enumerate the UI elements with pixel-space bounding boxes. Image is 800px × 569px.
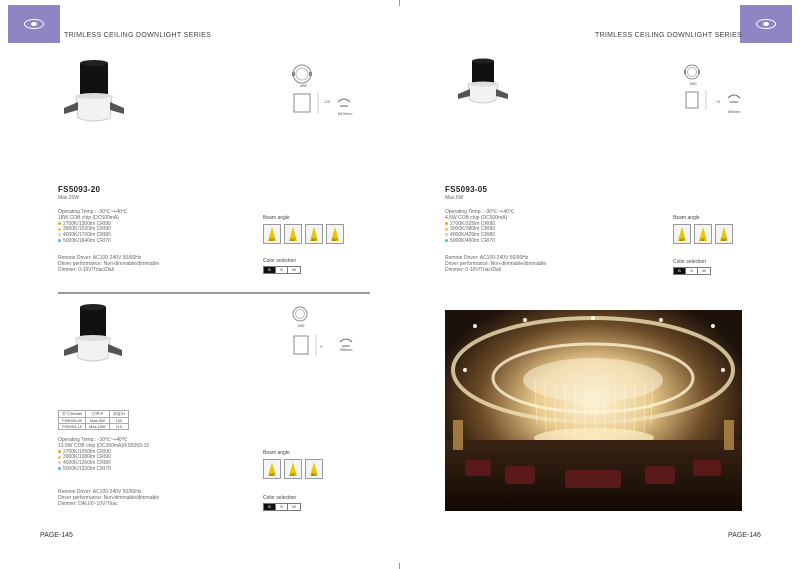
hotel-lobby-photo	[445, 310, 742, 511]
color-dot	[58, 239, 61, 242]
driver-block	[58, 490, 159, 507]
series-title-left: TRIMLESS CEILING DOWNLIGHT SERIES	[64, 32, 212, 39]
beam-angle-group	[263, 459, 323, 479]
color-temp-item: 2700K/1300lm CRI90	[58, 222, 128, 228]
color-black: B	[264, 504, 276, 510]
table-cell: Max.9W	[86, 418, 110, 424]
model-table	[58, 410, 129, 430]
color-dot	[445, 228, 448, 231]
driver-line: Remote Driver: AC100-240V 50/60Hz	[445, 255, 529, 261]
color-selection-group	[263, 503, 301, 511]
beam-angle-label: Beam angle	[263, 450, 290, 456]
color-white: W	[702, 268, 706, 273]
color-dot	[58, 233, 61, 236]
color-temp-item: 5000K/1320lm CRI70	[58, 467, 149, 473]
beam-angle-label: Beam angle	[263, 215, 290, 221]
downlight-icon	[756, 19, 776, 29]
spec-line: Operating Temp.: -30℃~+40℃	[58, 437, 128, 443]
beam-angle-option: 36°	[305, 224, 323, 244]
spine-mark-bottom	[399, 563, 400, 569]
color-dot	[58, 450, 61, 453]
driver-block	[58, 256, 159, 273]
product-image-fs5093-09-15	[60, 302, 130, 368]
color-selection-label: Color selection	[673, 259, 707, 265]
beam-angle-option: 60°	[326, 224, 344, 244]
height-dim: 75	[716, 100, 720, 104]
spec-block	[58, 210, 128, 245]
beam-angle-option: 36°	[305, 459, 323, 479]
page-number-right: PAGE-146	[728, 532, 761, 539]
beam-angle-option: 15°	[263, 224, 281, 244]
color-dot	[58, 228, 61, 231]
color-selection-label: Color selection	[263, 495, 297, 501]
page-number-left: PAGE-145	[40, 532, 73, 539]
color-temp-item: 3000K/380lm CRI90	[445, 227, 515, 233]
color-white: W	[292, 504, 296, 509]
driver-line: Dimmer: 0-10V/Triac/Dali	[58, 266, 114, 273]
section-divider	[58, 292, 370, 294]
series-title-right: TRIMLESS CEILING DOWNLIGHT SERIES	[595, 32, 743, 39]
color-temp-item: 4000K/425lm CRI80	[445, 233, 515, 239]
beam-angle-group	[673, 224, 733, 244]
color-dot	[445, 239, 448, 242]
series-tab-left	[8, 5, 60, 43]
color-temp-item: 2700K/1050lm CRI90	[58, 450, 149, 456]
spine-mark-top	[399, 0, 400, 6]
driver-block	[445, 256, 546, 273]
spec-line: 18W COB chip (DC500mA)	[58, 214, 119, 221]
table-row	[59, 418, 129, 424]
color-temp-item: 3000K/1080lm CRI90	[58, 455, 149, 461]
beam-angle-option: 15°	[673, 224, 691, 244]
driver-line: Dimmer: 0-10V/Triac/Dali	[445, 266, 501, 273]
downlight-icon	[24, 19, 44, 29]
table-cell: FS5093-09	[59, 418, 86, 424]
cut-out-dim: Ø82	[298, 324, 305, 328]
color-dot	[58, 222, 61, 225]
beam-angle-option: 36°	[715, 224, 733, 244]
spec-block	[445, 210, 515, 245]
color-selection-group	[673, 267, 711, 275]
table-header: 高度/H	[109, 411, 128, 418]
product-image-fs5093-05	[456, 56, 516, 110]
driver-line: Driver performance: Non-dimmable/dimmable	[58, 260, 160, 267]
table-header-row	[59, 411, 129, 418]
product-image-fs5093-20	[60, 58, 130, 128]
beam-angle-option: 15°	[263, 459, 281, 479]
color-dot	[445, 233, 448, 236]
driver-line: Driver performance: Non-dimmable/dimmable	[58, 494, 160, 501]
hole-dim: Ø100mm	[338, 112, 353, 116]
spec-line: Operating Temp.: -30℃~+40℃	[58, 209, 128, 215]
color-temp-item: 3000K/1520lm CRI90	[58, 227, 128, 233]
model-title: FS5093-20	[58, 185, 101, 194]
color-dot	[445, 222, 448, 225]
table-cell: FS5093-15	[59, 424, 86, 430]
table-cell: 115	[109, 424, 128, 430]
spec-line: 13.5W COB chip (DC350mA)/FS5093-15	[58, 442, 150, 449]
hole-dim: Ø60mm	[728, 110, 741, 114]
color-silver: S	[686, 268, 698, 274]
cut-out-dim: Ø95	[300, 84, 307, 88]
color-black: B	[674, 268, 686, 274]
hole-dim: Ø85mm	[340, 348, 353, 352]
color-dot	[58, 456, 61, 459]
driver-line: Remote Driver: AC100-240V 50/60Hz	[58, 489, 142, 495]
model-title: FS5093-05	[445, 185, 488, 194]
color-temp-item: 4000K/1260lm CRI80	[58, 461, 149, 467]
cut-out-dim: Ø60	[690, 82, 697, 86]
table-header: 功率/P	[86, 411, 110, 418]
table-header: 型号/Model	[59, 411, 86, 418]
color-temp-item: 5000K/460lm CRI70	[445, 239, 515, 245]
beam-angle-option: 24°	[694, 224, 712, 244]
beam-angle-group	[263, 224, 344, 244]
spec-line: Operating Temp.: -30℃~+40℃	[445, 209, 515, 215]
color-temp-item: 2700K/325lm CRI90	[445, 222, 515, 228]
color-silver: S	[276, 267, 288, 273]
color-temp-item: 4000K/1700lm CRI80	[58, 233, 128, 239]
color-dot	[58, 461, 61, 464]
table-row	[59, 424, 129, 430]
beam-angle-option: 24°	[284, 459, 302, 479]
color-selection-label: Color selection	[263, 258, 297, 264]
driver-line: Remote Driver: AC100-240V 50/60Hz	[58, 255, 142, 261]
table-cell: Max.15W	[86, 424, 110, 430]
color-dot	[58, 467, 61, 470]
color-silver: S	[276, 504, 288, 510]
color-selection-group	[263, 266, 301, 274]
spec-block	[58, 438, 149, 473]
series-tab-right	[740, 5, 792, 43]
height-dim: H	[320, 345, 323, 349]
spec-line: 4.5W COB chip (DC500mA)	[445, 214, 508, 221]
dimension-drawing-fs5093-09-15	[288, 304, 358, 364]
beam-angle-label: Beam angle	[673, 215, 700, 221]
max-power: Max.5W	[445, 195, 464, 201]
beam-angle-option: 24°	[284, 224, 302, 244]
driver-line: Dimmer: DALI/0~10V/Triac	[58, 500, 118, 507]
height-dim: 125	[324, 100, 330, 104]
color-temp-item: 5000K/1840lm CRI70	[58, 239, 128, 245]
table-cell: 100	[109, 418, 128, 424]
color-black: B	[264, 267, 276, 273]
driver-line: Driver performance: Non-dimmable/dimmable	[445, 260, 547, 267]
color-white: W	[292, 267, 296, 272]
max-power: Max.20W	[58, 195, 80, 201]
